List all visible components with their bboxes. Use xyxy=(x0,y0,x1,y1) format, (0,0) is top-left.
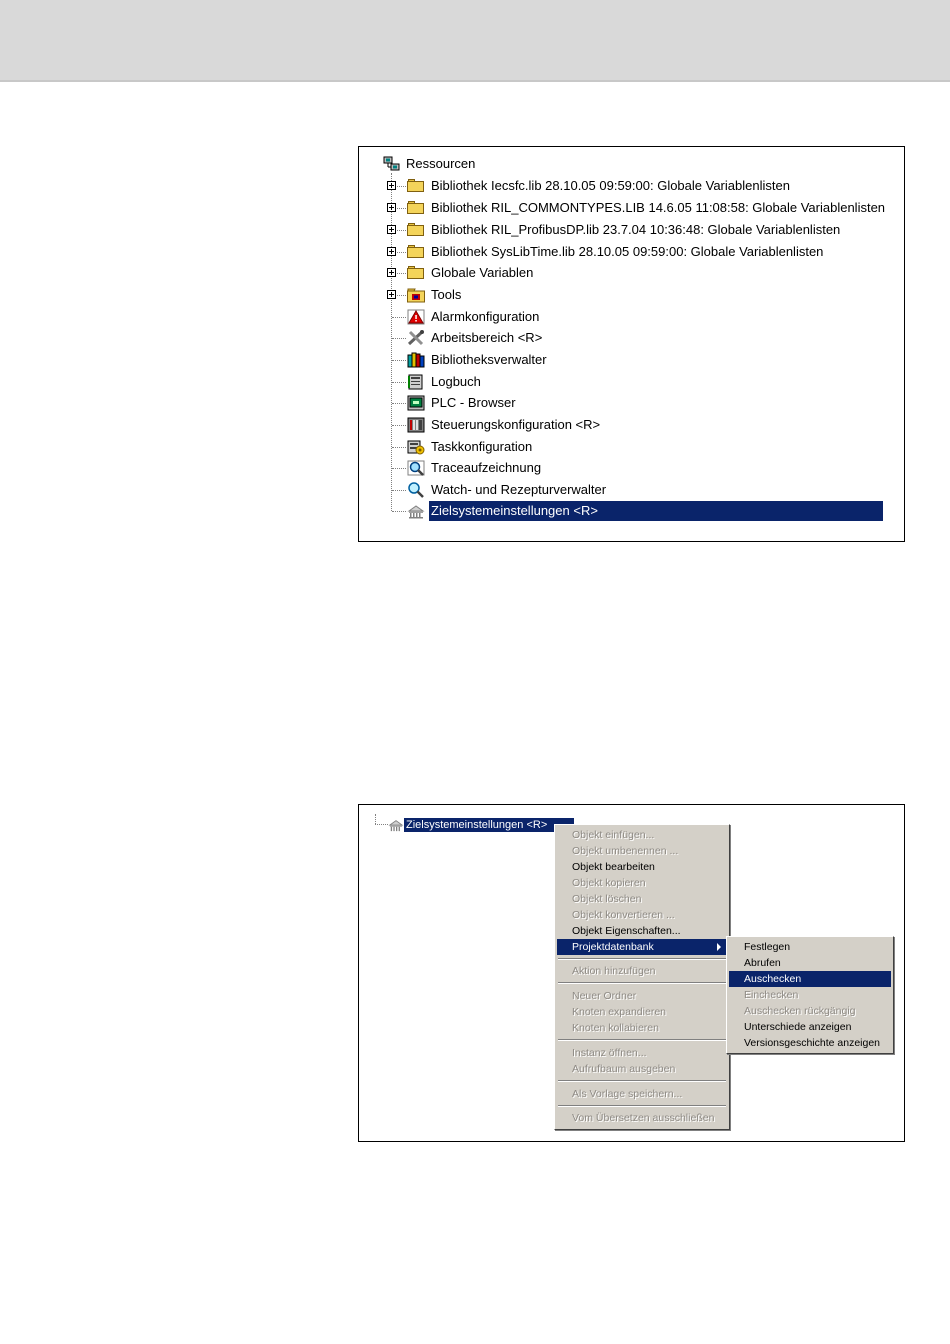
target-settings-icon xyxy=(388,818,404,836)
menu-separator xyxy=(558,1080,726,1082)
tree-item-label: Logbuch xyxy=(431,374,481,389)
plc-browser-icon xyxy=(407,395,425,411)
submenu-item-einchecken[interactable]: Einchecken xyxy=(744,989,799,1001)
library-books-icon xyxy=(407,352,425,368)
tree-root-ressourcen[interactable] xyxy=(359,154,904,174)
submenu-item-unterschiede-anzeigen[interactable]: Unterschiede anzeigen xyxy=(744,1021,852,1033)
tree-item-label: Bibliothek RIL_COMMONTYPES.LIB 14.6.05 11:08:58: Globale Variablenlisten xyxy=(431,200,886,215)
menu-item-objekt-bearbeiten[interactable]: Objekt bearbeiten xyxy=(572,861,655,873)
alarm-icon xyxy=(407,309,425,325)
folder-icon xyxy=(407,222,425,238)
tree-item-bibliothek-ril-commontypes[interactable] xyxy=(359,198,904,218)
tree-item-label: PLC - Browser xyxy=(431,395,516,410)
menu-separator xyxy=(558,982,726,984)
tree-root-label: Ressourcen xyxy=(406,156,476,171)
tree-item-label: Zielsystemeinstellungen <R> xyxy=(429,501,883,521)
menu-separator xyxy=(558,1039,726,1041)
logbook-icon xyxy=(407,374,425,390)
tree-item-label: Arbeitsbereich <R> xyxy=(431,330,543,345)
expand-plus-icon[interactable] xyxy=(387,203,396,212)
target-settings-icon xyxy=(407,503,425,519)
resources-tree-panel xyxy=(358,146,905,542)
menu-item-als-vorlage-speichern[interactable]: Als Vorlage speichern... xyxy=(572,1088,683,1100)
tree-item-label: Taskkonfiguration xyxy=(431,439,533,454)
tree-item-bibliothek-syslibtime[interactable] xyxy=(359,242,904,262)
tree-item-arbeitsbereich[interactable] xyxy=(359,328,904,348)
folder-icon xyxy=(407,265,425,281)
menu-item-objekt-eigenschaften[interactable]: Objekt Eigenschaften... xyxy=(572,925,681,937)
tools-folder-icon xyxy=(407,287,425,303)
tree-item-label: Traceaufzeichnung xyxy=(431,460,542,475)
submenu-item-auschecken-rueckgaengig[interactable]: Auschecken rückgängig xyxy=(744,1005,856,1017)
tree-item-bibliotheksverwalter[interactable] xyxy=(359,350,904,370)
tree-item-label: Alarmkonfiguration xyxy=(431,309,540,324)
task-config-icon xyxy=(407,439,425,455)
menu-item-aktion-hinzufuegen[interactable]: Aktion hinzufügen xyxy=(572,965,656,977)
expand-plus-icon[interactable] xyxy=(387,225,396,234)
resources-icon xyxy=(383,156,401,172)
folder-icon xyxy=(407,200,425,216)
tree-item-tools[interactable] xyxy=(359,285,904,305)
tree-item-taskkonfiguration[interactable] xyxy=(359,437,904,457)
tree-item-label: Steuerungskonfiguration <R> xyxy=(431,417,601,432)
menu-item-objekt-einfuegen[interactable]: Objekt einfügen... xyxy=(572,829,655,841)
menu-item-neuer-ordner[interactable]: Neuer Ordner xyxy=(572,990,637,1002)
tree-item-bibliothek-iecsfc[interactable] xyxy=(359,176,904,196)
tree-item-label: Bibliothek RIL_ProfibusDP.lib 23.7.04 10:36:48: Globale Variablenlisten xyxy=(431,222,841,237)
tree-item-steuerungskonfiguration[interactable] xyxy=(359,415,904,435)
submenu-item-versionsgeschichte-anzeigen[interactable]: Versionsgeschichte anzeigen xyxy=(744,1037,881,1049)
menu-item-vom-uebersetzen-ausschliessen[interactable]: Vom Übersetzen ausschließen xyxy=(572,1112,715,1124)
resources-tree xyxy=(359,147,904,541)
tree-item-label: Tools xyxy=(431,287,462,302)
submenu-item-auschecken[interactable]: Auschecken xyxy=(729,971,891,987)
folder-icon xyxy=(407,244,425,260)
submenu-arrow-icon xyxy=(717,943,721,951)
tree-item-label: Bibliothek Iecsfc.lib 28.10.05 09:59:00: Globale Variablenlisten xyxy=(431,178,790,193)
menu-item-objekt-umbenennen[interactable]: Objekt umbenennen ... xyxy=(572,845,679,857)
menu-item-aufrufbaum-ausgeben[interactable]: Aufrufbaum ausgeben xyxy=(572,1063,676,1075)
menu-item-knoten-expandieren[interactable]: Knoten expandieren xyxy=(572,1006,666,1018)
menu-separator xyxy=(558,958,726,960)
tree-item-globale-variablen[interactable] xyxy=(359,263,904,283)
expand-plus-icon[interactable] xyxy=(387,268,396,277)
tree-item-label: Globale Variablen xyxy=(431,265,534,280)
folder-icon xyxy=(407,178,425,194)
page-header-band xyxy=(0,0,950,82)
watch-magnifier-icon xyxy=(407,482,425,498)
menu-separator xyxy=(558,1105,726,1107)
submenu-item-festlegen[interactable]: Festlegen xyxy=(744,941,791,953)
tree-item-label: Watch- und Rezepturverwalter xyxy=(431,482,607,497)
projektdatenbank-submenu xyxy=(726,936,894,1054)
menu-item-objekt-konvertieren[interactable]: Objekt konvertieren ... xyxy=(572,909,675,921)
menu-item-projektdatenbank-label: Projektdatenbank xyxy=(572,941,654,953)
tree-item-label: Bibliotheksverwalter xyxy=(431,352,547,367)
tree-node-label: Zielsystemeinstellungen <R> xyxy=(404,818,574,832)
tree-item-traceaufzeichnung[interactable] xyxy=(359,458,904,478)
workspace-tools-icon xyxy=(407,330,425,346)
controller-config-icon xyxy=(407,417,425,433)
tree-item-alarmkonfiguration[interactable] xyxy=(359,307,904,327)
tree-item-plc-browser[interactable] xyxy=(359,393,904,413)
tree-item-zielsystemeinstellungen[interactable] xyxy=(359,501,904,521)
menu-item-instanz-oeffnen[interactable]: Instanz öffnen... xyxy=(572,1047,647,1059)
submenu-item-abrufen[interactable]: Abrufen xyxy=(744,957,781,969)
context-menu-panel xyxy=(358,804,905,1142)
expand-plus-icon[interactable] xyxy=(387,181,396,190)
menu-item-objekt-loeschen[interactable]: Objekt löschen xyxy=(572,893,642,905)
expand-plus-icon[interactable] xyxy=(387,247,396,256)
tree-item-bibliothek-ril-profibusdp[interactable] xyxy=(359,220,904,240)
tree-item-logbuch[interactable] xyxy=(359,372,904,392)
tree-item-watch-und-rezepturverwalter[interactable] xyxy=(359,480,904,500)
context-menu xyxy=(554,824,730,1130)
menu-item-objekt-kopieren[interactable]: Objekt kopieren xyxy=(572,877,646,889)
menu-item-knoten-kollabieren[interactable]: Knoten kollabieren xyxy=(572,1022,659,1034)
tree-item-label: Bibliothek SysLibTime.lib 28.10.05 09:59:00: Globale Variablenlisten xyxy=(431,244,824,259)
expand-plus-icon[interactable] xyxy=(387,290,396,299)
menu-item-projektdatenbank[interactable] xyxy=(557,939,727,955)
trace-magnifier-icon xyxy=(407,460,425,476)
